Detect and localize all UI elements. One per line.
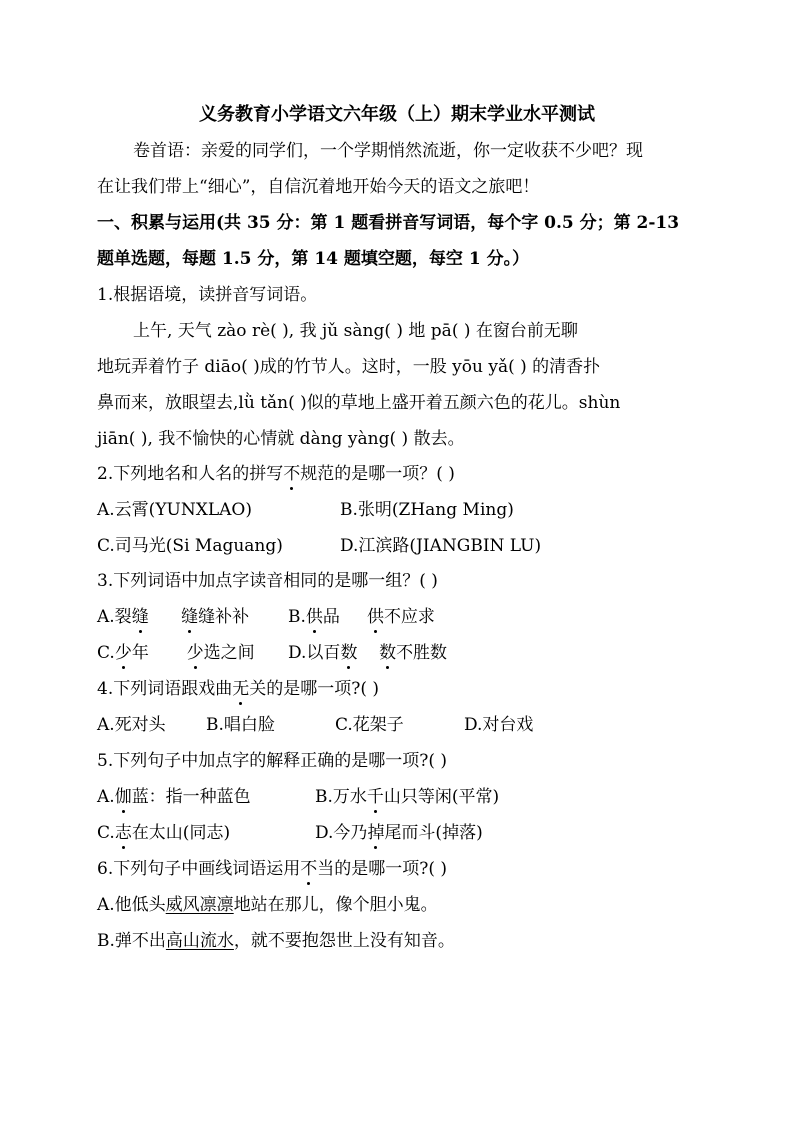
exam-title: 义务教育小学语文六年级（上）期末学业水平测试 bbox=[199, 104, 595, 125]
q3-d-dot-2: 数 bbox=[379, 643, 397, 663]
q5-option-c bbox=[97, 823, 230, 843]
q3-stem: 3.下列词语中加点字读音相同的是哪一组？( ) bbox=[97, 571, 438, 591]
q1-passage-1: 上午, 天气 zào rè( ), 我 jǔ sàng( ) 地 pā( ) 在窗台前无聊 bbox=[133, 321, 578, 341]
q4-options bbox=[97, 714, 714, 736]
q3-option-a bbox=[97, 607, 249, 627]
q6-a-underlined: 威风凛凛 bbox=[165, 895, 234, 915]
q4-option-b: B.唱白脸 bbox=[206, 715, 275, 735]
q6-stem bbox=[97, 858, 714, 880]
q3-d-text-2 bbox=[357, 643, 379, 663]
q3-c-text-3: 选之间 bbox=[203, 643, 255, 663]
q5-options-row-2 bbox=[97, 822, 714, 844]
q4-option-a: A.死对头 bbox=[97, 715, 166, 735]
q3-c-dot-1: 少 bbox=[114, 643, 132, 663]
q3-a-text-1: A.裂 bbox=[97, 607, 132, 627]
q5-d-dot: 掉 bbox=[367, 823, 385, 843]
q5-a-text-1: A. bbox=[97, 787, 115, 807]
q3-b-text-3: 不应求 bbox=[383, 607, 435, 627]
q6-stem-b: 当的是哪一项?( ) bbox=[317, 859, 448, 879]
q3-option-c bbox=[97, 643, 255, 663]
q5-a-text-2: 蓝：指一种蓝色 bbox=[131, 787, 251, 807]
intro-line-2: 在让我们带上“细心”，自信沉着地开始今天的语文之旅吧！ bbox=[97, 177, 540, 197]
q6-stem-a: 6.下列句子中画线词语运用 bbox=[97, 859, 301, 879]
q4-stem-a: 4.下列词语跟戏曲 bbox=[97, 679, 233, 699]
q3-b-text-2: 品 bbox=[322, 607, 367, 627]
q6-b-text-2: ，就不要抱怨世上没有知音。 bbox=[233, 931, 455, 951]
q3-a-text-3: 缝补补 bbox=[198, 607, 250, 627]
q2-stem-b: 规范的是哪一项？( ) bbox=[300, 464, 455, 484]
q3-a-dot-2: 缝 bbox=[181, 607, 199, 627]
q5-option-b bbox=[315, 786, 499, 808]
q3-d-text-3: 不胜数 bbox=[396, 643, 448, 663]
q1-passage-4: jiān( ), 我不愉快的心情就 dàng yàng( ) 散去。 bbox=[97, 429, 465, 449]
q4-stem-dot: 无 bbox=[232, 679, 250, 699]
q3-option-b bbox=[288, 606, 435, 628]
q6-stem-dot: 不 bbox=[300, 859, 318, 879]
q6-a-text-2: 地站在那儿，像个胆小鬼。 bbox=[233, 895, 438, 915]
q4-stem-b: 关的是哪一项?( ) bbox=[249, 679, 380, 699]
q2-option-d: D.江滨路(JIANGBIN LU) bbox=[340, 536, 542, 556]
q2-options-row-2 bbox=[97, 535, 714, 557]
q2-option-c: C.司马光(Si Maguang) bbox=[97, 536, 283, 556]
q4-option-c: C.花架子 bbox=[335, 715, 404, 735]
q5-d-text-1: D.今乃 bbox=[315, 823, 368, 843]
q2-option-a: A.云霄(YUNXLAO) bbox=[97, 500, 252, 520]
q2-stem-a: 2.下列地名和人名的拼写 bbox=[97, 464, 284, 484]
q3-c-dot-2: 少 bbox=[186, 643, 204, 663]
q3-c-text-1: C. bbox=[97, 643, 115, 663]
q6-a-text-1: A.他低头 bbox=[97, 895, 166, 915]
q3-b-dot-1: 供 bbox=[305, 607, 323, 627]
q3-d-dot-1: 数 bbox=[340, 643, 358, 663]
q3-b-text-1: B. bbox=[288, 607, 306, 627]
q3-d-text-1: D.以百 bbox=[288, 643, 341, 663]
q3-a-dot-1: 缝 bbox=[131, 607, 149, 627]
section1-heading-1: 一、积累与运用(共 35 分：第 1 题看拼音写词语，每个字 0.5 分；第 2-13 bbox=[97, 213, 680, 233]
q3-c-text-2: 年 bbox=[131, 643, 187, 663]
q5-c-text-2: 在太山(同志) bbox=[131, 823, 231, 843]
q5-a-dot: 伽 bbox=[114, 787, 132, 807]
q5-c-text-1: C. bbox=[97, 823, 115, 843]
q5-c-dot: 志 bbox=[114, 823, 132, 843]
q3-options-row-2 bbox=[97, 642, 714, 664]
q5-options-row-1 bbox=[97, 786, 714, 808]
q3-a-text-2 bbox=[149, 607, 181, 627]
q3-b-dot-2: 供 bbox=[366, 607, 384, 627]
q5-b-text-1: B.万水 bbox=[315, 787, 367, 807]
q3-option-d bbox=[288, 642, 447, 664]
q6-option-a bbox=[97, 894, 714, 916]
q5-option-d bbox=[315, 822, 483, 844]
q6-b-text-1: B.弹不出 bbox=[97, 931, 166, 951]
section1-heading-2: 题单选题，每题 1.5 分，第 14 题填空题，每空 1 分。） bbox=[97, 249, 530, 269]
intro-line-1: 卷首语：亲爱的同学们，一个学期悄然流逝，你一定收获不少吧？现 bbox=[133, 141, 643, 161]
q2-stem bbox=[97, 463, 714, 485]
q6-b-underlined: 高山流水 bbox=[165, 931, 234, 951]
q2-stem-dot: 不 bbox=[283, 464, 301, 484]
q4-option-d: D.对台戏 bbox=[464, 715, 534, 735]
q1-passage-2: 地玩弄着竹子 diāo( )成的竹节人。这时，一股 yōu yǎ( ) 的清香扑 bbox=[97, 357, 601, 377]
q2-option-b: B.张明(ZHang Ming) bbox=[340, 500, 514, 520]
q5-b-text-2: 山只等闲(平常) bbox=[383, 787, 500, 807]
q5-d-text-2: 尾而斗(掉落) bbox=[384, 823, 483, 843]
q2-options-row-1 bbox=[97, 499, 714, 521]
q4-stem bbox=[97, 678, 714, 700]
q3-options-row-1 bbox=[97, 606, 714, 628]
q1-stem: 1.根据语境，读拼音写词语。 bbox=[97, 285, 318, 305]
q5-stem: 5.下列句子中加点字的解释正确的是哪一项?( ) bbox=[97, 751, 448, 771]
q6-option-b bbox=[97, 930, 714, 952]
q1-passage-3: 鼻而来，放眼望去,lǜ tǎn( )似的草地上盛开着五颜六色的花儿。shùn bbox=[97, 393, 621, 413]
q5-option-a bbox=[97, 787, 251, 807]
q5-b-dot: 千 bbox=[366, 787, 384, 807]
